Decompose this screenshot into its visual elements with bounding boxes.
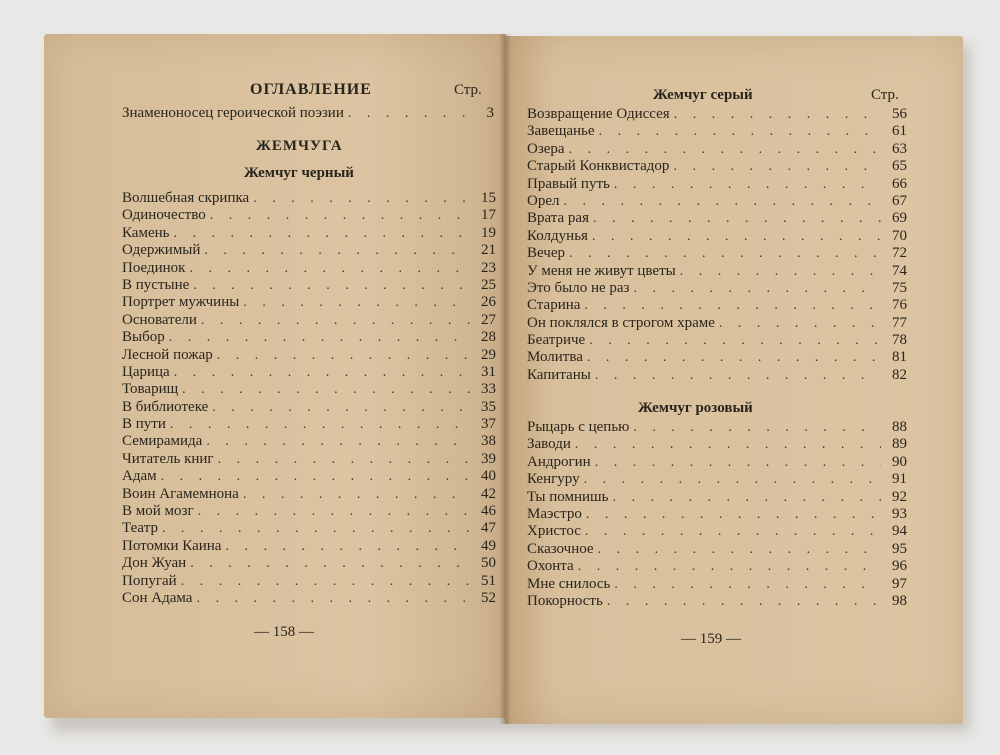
toc-entry xyxy=(527,228,907,245)
entry-title: Озера xyxy=(527,140,565,157)
entry-title: Покорность xyxy=(527,592,603,609)
leader-dots xyxy=(569,141,881,158)
toc-entry xyxy=(527,280,907,297)
entry-page: 65 xyxy=(892,158,907,175)
toc-entry xyxy=(527,349,907,366)
entry-page: 50 xyxy=(481,555,496,572)
leader-dots xyxy=(578,558,881,575)
entry-page: 38 xyxy=(481,433,496,450)
entry-title: Семирамида xyxy=(122,433,203,450)
entry-title: У меня не живут цветы xyxy=(527,262,676,279)
entry-title: Выбор xyxy=(122,329,165,346)
toc-entry xyxy=(122,294,496,311)
leader-dots xyxy=(204,242,470,259)
toc-entry xyxy=(122,555,496,572)
entry-page: 74 xyxy=(892,262,907,279)
leader-dots xyxy=(680,263,881,280)
book-gutter xyxy=(499,34,511,724)
entry-page: 63 xyxy=(892,140,907,157)
entry-title: Читатель книг xyxy=(122,450,214,467)
entry-page: 78 xyxy=(892,332,907,349)
entry-title: Охонта xyxy=(527,558,574,575)
entry-page: 46 xyxy=(481,503,496,520)
leader-dots xyxy=(189,260,470,277)
entry-page: 61 xyxy=(892,123,907,140)
entry-page: 33 xyxy=(481,381,496,398)
entry-page: 94 xyxy=(892,523,907,540)
leader-dots xyxy=(218,451,470,468)
leader-dots xyxy=(348,105,468,122)
toc-entry xyxy=(527,315,907,332)
entry-title: Портрет мужчины xyxy=(122,294,240,311)
entry-page: 15 xyxy=(481,190,496,206)
entry-title: В пути xyxy=(122,416,166,433)
toc-entry xyxy=(122,207,496,224)
entry-title: Одержимый xyxy=(122,242,201,259)
entry-page: 98 xyxy=(892,592,907,609)
entry-title: Беатриче xyxy=(527,332,586,349)
leader-dots xyxy=(674,106,881,123)
page-column-label: Стр. xyxy=(871,87,899,103)
leader-dots xyxy=(182,381,470,398)
leader-dots xyxy=(575,436,881,453)
leader-dots xyxy=(169,329,470,346)
toc-entry xyxy=(122,364,496,381)
entry-page: 82 xyxy=(892,366,907,383)
toc-entry xyxy=(527,106,907,123)
toc-entry xyxy=(122,590,496,607)
toc-entry xyxy=(122,105,494,122)
entry-title: Сон Адама xyxy=(122,589,193,606)
leader-dots xyxy=(593,210,881,227)
entry-page: 51 xyxy=(481,572,496,589)
entry-title: Христос xyxy=(527,523,581,540)
leader-dots xyxy=(633,280,881,297)
leader-dots xyxy=(598,541,881,558)
toc-entry xyxy=(527,332,907,349)
toc-heading: ОГЛАВЛЕНИЕ xyxy=(250,81,372,98)
entry-page: 47 xyxy=(481,520,496,537)
entry-title: Потомки Каина xyxy=(122,537,222,554)
entry-title: Старый Конквистадор xyxy=(527,158,670,175)
entry-title: Он поклялся в строгом храме xyxy=(527,314,715,331)
section-title: ЖЕМЧУГА xyxy=(256,138,343,154)
entry-page: 72 xyxy=(892,245,907,262)
entry-title: Лесной пожар xyxy=(122,346,213,363)
entry-title: Одиночество xyxy=(122,207,206,224)
toc-list-black xyxy=(122,190,496,607)
entry-title: Старина xyxy=(527,297,581,314)
entry-page: 40 xyxy=(481,468,496,485)
entry-page: 49 xyxy=(481,537,496,554)
entry-title: Завещанье xyxy=(527,123,595,140)
toc-entry xyxy=(527,297,907,314)
entry-page: 25 xyxy=(481,276,496,293)
leader-dots xyxy=(589,332,881,349)
entry-title: Возвращение Одиссея xyxy=(527,106,670,122)
entry-page: 92 xyxy=(892,488,907,505)
leader-dots xyxy=(212,399,470,416)
subsection-title: Жемчуг черный xyxy=(244,165,354,181)
leader-dots xyxy=(592,228,881,245)
leader-dots xyxy=(217,347,470,364)
toc-entry xyxy=(527,158,907,175)
toc-entry xyxy=(527,193,907,210)
entry-title: Молитва xyxy=(527,349,583,366)
leader-dots xyxy=(170,416,470,433)
entry-title: Мне снилось xyxy=(527,575,611,592)
entry-page: 52 xyxy=(481,589,496,606)
leader-dots xyxy=(198,503,470,520)
entry-title: Товарищ xyxy=(122,381,179,398)
toc-entry xyxy=(527,245,907,262)
entry-title: В библиотеке xyxy=(122,398,209,415)
leader-dots xyxy=(586,506,881,523)
entry-title: Театр xyxy=(122,520,158,537)
leader-dots xyxy=(193,277,470,294)
page-number: — 158 — xyxy=(254,624,314,640)
toc-entry xyxy=(122,190,496,207)
leader-dots xyxy=(614,176,881,193)
entry-page: 29 xyxy=(481,346,496,363)
entry-title: Правый путь xyxy=(527,175,610,192)
entry-title: Андрогин xyxy=(527,453,591,470)
toc-entry xyxy=(122,486,496,503)
entry-title: Адам xyxy=(122,468,157,485)
entry-page: 37 xyxy=(481,416,496,433)
entry-page: 19 xyxy=(481,224,496,241)
leader-dots xyxy=(599,123,881,140)
leader-dots xyxy=(243,486,470,503)
leader-dots xyxy=(614,576,881,593)
entry-page: 97 xyxy=(892,575,907,592)
entry-title: Камень xyxy=(122,224,170,241)
entry-title: Орел xyxy=(527,192,560,209)
entry-page: 89 xyxy=(892,436,907,453)
toc-entry xyxy=(527,523,907,540)
toc-list-pink xyxy=(527,419,907,610)
entry-title: Колдунья xyxy=(527,227,588,244)
leader-dots xyxy=(190,555,470,572)
right-page xyxy=(505,36,963,724)
entry-title: Это было не раз xyxy=(527,279,630,296)
leader-dots xyxy=(161,468,470,485)
toc-list-grey xyxy=(527,106,907,384)
entry-page: 76 xyxy=(892,297,907,314)
entry-title: Кенгуру xyxy=(527,471,580,488)
toc-entry xyxy=(527,558,907,575)
entry-title: В мой мозг xyxy=(122,503,194,520)
entry-page: 88 xyxy=(892,419,907,435)
entry-title: Ты помнишь xyxy=(527,488,609,505)
entry-title: Знаменоносец героической поэзии xyxy=(122,105,344,121)
toc-entry xyxy=(527,123,907,140)
toc-entry xyxy=(527,489,907,506)
entry-page: 31 xyxy=(481,363,496,380)
leader-dots xyxy=(595,454,881,471)
toc-entry xyxy=(122,329,496,346)
leader-dots xyxy=(584,471,881,488)
toc-entry xyxy=(122,573,496,590)
entry-title: Волшебная скрипка xyxy=(122,190,250,206)
leader-dots xyxy=(587,349,881,366)
leader-dots xyxy=(201,312,470,329)
leader-dots xyxy=(673,158,881,175)
toc-entry xyxy=(122,399,496,416)
leader-dots xyxy=(253,190,470,207)
entry-page: 39 xyxy=(481,450,496,467)
entry-page: 21 xyxy=(481,242,496,259)
leader-dots xyxy=(162,520,470,537)
entry-title: Попугай xyxy=(122,572,177,589)
subsection-title: Жемчуг серый xyxy=(653,87,753,103)
entry-title: Вечер xyxy=(527,245,565,262)
leader-dots xyxy=(181,573,470,590)
toc-entry xyxy=(527,593,907,610)
entry-page: 67 xyxy=(892,192,907,209)
entry-title: Заводи xyxy=(527,436,571,453)
entry-page: 91 xyxy=(892,471,907,488)
toc-entry xyxy=(527,176,907,193)
toc-entry xyxy=(122,538,496,555)
leader-dots xyxy=(173,225,470,242)
entry-title: Основатели xyxy=(122,311,197,328)
entry-title: Поединок xyxy=(122,259,186,276)
leader-dots xyxy=(174,364,470,381)
entry-page: 17 xyxy=(481,207,496,224)
toc-entry xyxy=(122,260,496,277)
leader-dots xyxy=(612,489,881,506)
toc-entry xyxy=(527,471,907,488)
entry-title: Дон Жуан xyxy=(122,555,187,572)
entry-title: Рыцарь с цепью xyxy=(527,419,630,435)
entry-title: Воин Агамемнона xyxy=(122,485,239,502)
entry-page: 96 xyxy=(892,558,907,575)
toc-entry xyxy=(527,210,907,227)
toc-entry xyxy=(122,416,496,433)
entry-title: В пустыне xyxy=(122,276,190,293)
toc-entry xyxy=(527,263,907,280)
leader-dots xyxy=(633,419,881,436)
toc-entry xyxy=(122,381,496,398)
entry-page: 56 xyxy=(892,106,907,122)
page-column-label: Стр. xyxy=(454,82,482,98)
toc-entry xyxy=(122,242,496,259)
entry-title: Капитаны xyxy=(527,366,591,383)
leader-dots xyxy=(225,538,470,555)
entry-page: 66 xyxy=(892,175,907,192)
entry-page: 35 xyxy=(481,398,496,415)
toc-entry xyxy=(122,520,496,537)
entry-page: 69 xyxy=(892,210,907,227)
leader-dots xyxy=(563,193,881,210)
toc-entry xyxy=(527,541,907,558)
toc-entry xyxy=(527,454,907,471)
entry-title: Царица xyxy=(122,363,170,380)
entry-page: 95 xyxy=(892,540,907,557)
leader-dots xyxy=(243,294,470,311)
toc-entry xyxy=(122,312,496,329)
intro-list xyxy=(122,105,494,122)
entry-page: 93 xyxy=(892,505,907,522)
toc-entry xyxy=(122,468,496,485)
toc-entry xyxy=(527,419,907,436)
entry-page: 81 xyxy=(892,349,907,366)
leader-dots xyxy=(595,367,881,384)
toc-entry xyxy=(122,277,496,294)
entry-page: 27 xyxy=(481,311,496,328)
left-page xyxy=(44,34,505,718)
leader-dots xyxy=(607,593,881,610)
leader-dots xyxy=(196,590,470,607)
toc-entry xyxy=(122,225,496,242)
leader-dots xyxy=(584,297,881,314)
toc-entry xyxy=(122,451,496,468)
entry-page: 42 xyxy=(481,485,496,502)
toc-entry xyxy=(122,433,496,450)
entry-page: 3 xyxy=(486,105,494,121)
entry-page: 90 xyxy=(892,453,907,470)
entry-page: 23 xyxy=(481,259,496,276)
page-number: — 159 — xyxy=(681,631,741,647)
toc-entry xyxy=(122,347,496,364)
entry-title: Сказочное xyxy=(527,540,594,557)
leader-dots xyxy=(210,207,470,224)
leader-dots xyxy=(206,433,470,450)
toc-entry xyxy=(527,141,907,158)
entry-page: 77 xyxy=(892,314,907,331)
entry-page: 70 xyxy=(892,227,907,244)
toc-entry xyxy=(122,503,496,520)
toc-entry xyxy=(527,506,907,523)
leader-dots xyxy=(585,523,881,540)
subsection-title-pink: Жемчуг розовый xyxy=(638,400,753,416)
toc-entry xyxy=(527,436,907,453)
leader-dots xyxy=(569,245,881,262)
entry-page: 75 xyxy=(892,279,907,296)
toc-entry xyxy=(527,576,907,593)
entry-title: Врата рая xyxy=(527,210,589,227)
entry-title: Маэстро xyxy=(527,505,582,522)
toc-entry xyxy=(527,367,907,384)
entry-page: 28 xyxy=(481,329,496,346)
leader-dots xyxy=(719,315,881,332)
entry-page: 26 xyxy=(481,294,496,311)
